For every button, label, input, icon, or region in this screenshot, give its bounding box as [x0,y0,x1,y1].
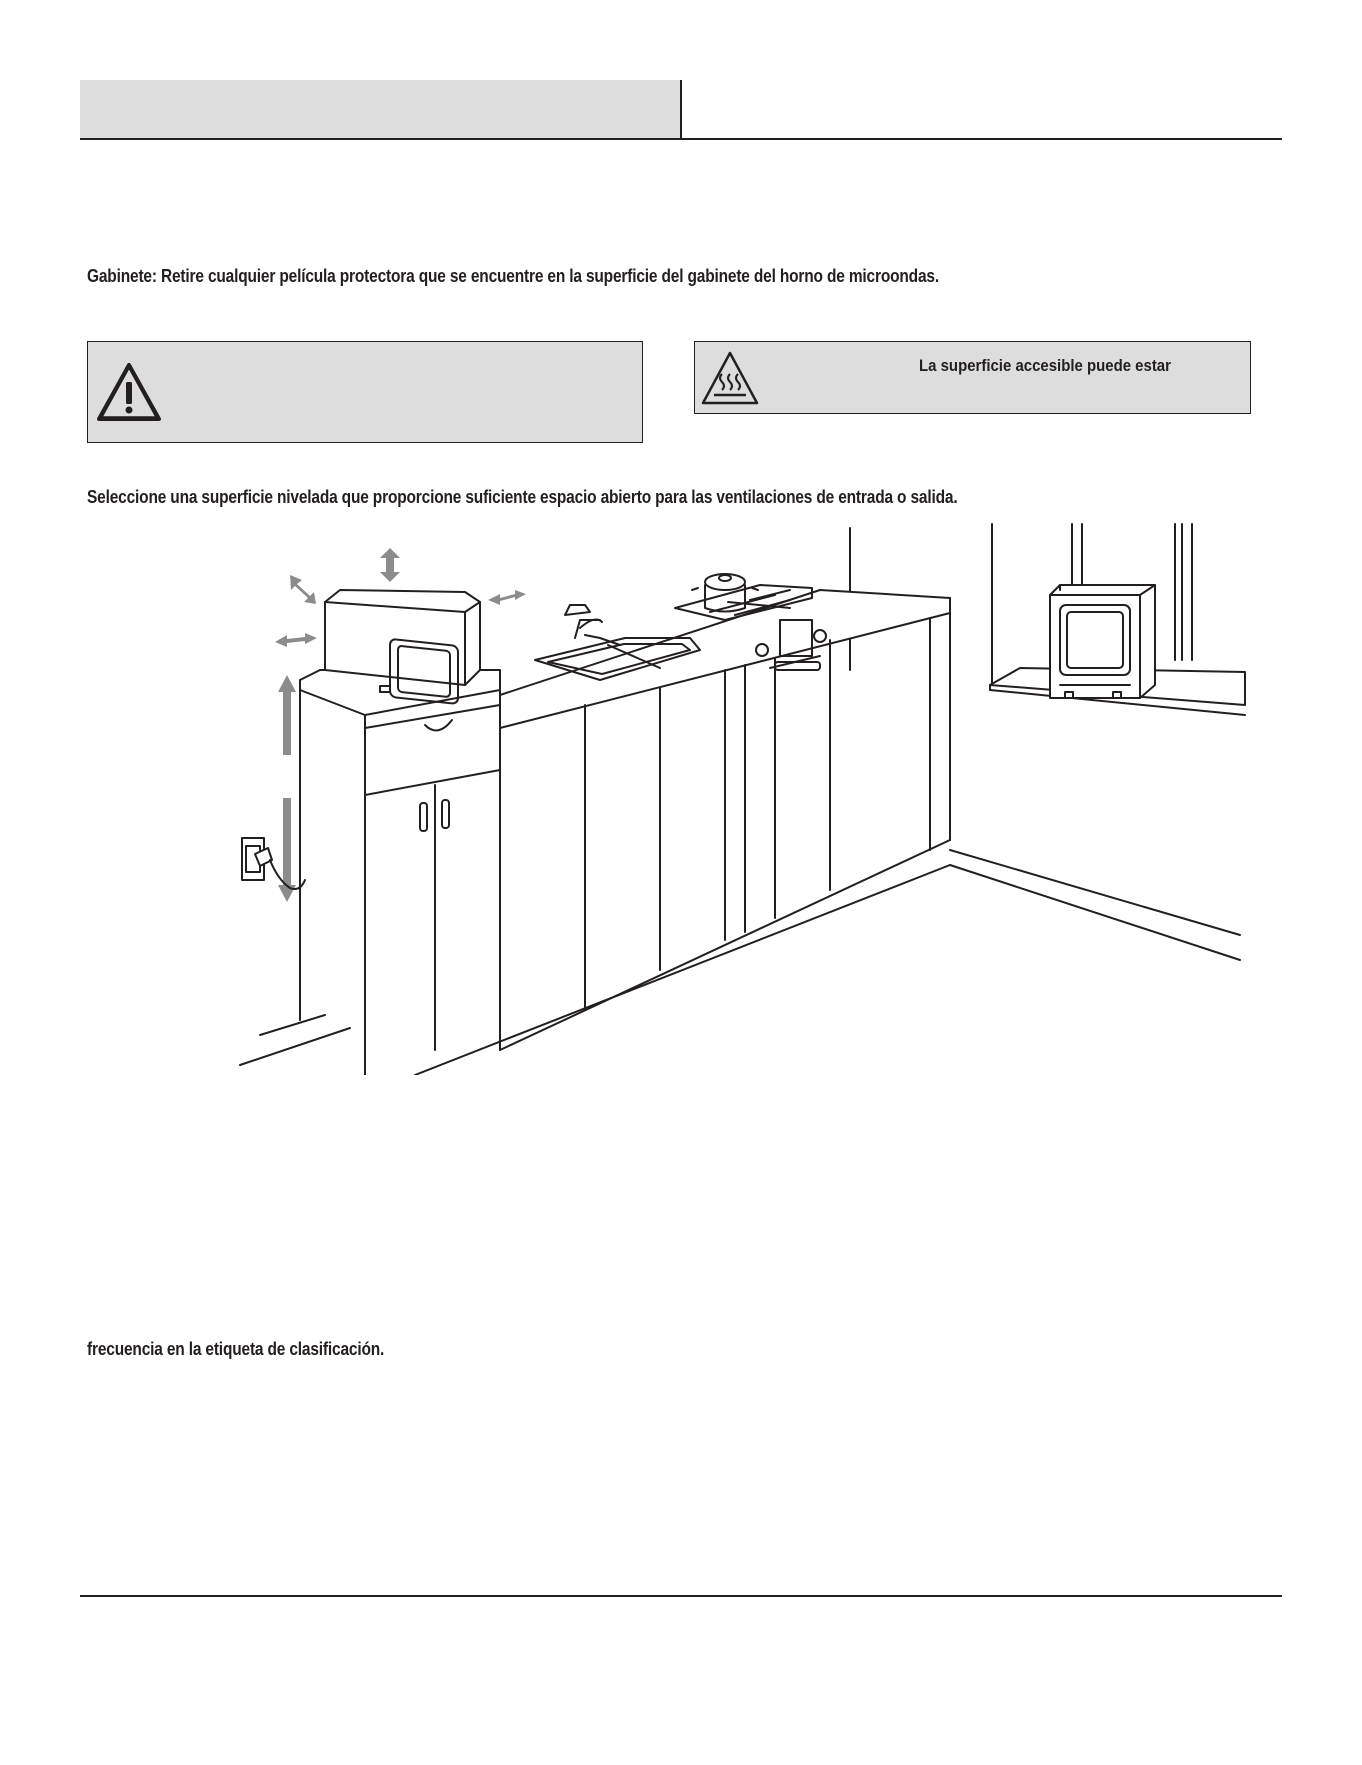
side-cabinet [300,670,500,1075]
hot-surface-box [694,341,1251,414]
header-divider [680,80,682,140]
cabinet-instruction: Gabinete: Retire cualquier película protectora que se encuentre en la superficie del gabinete del horno de microondas. [87,266,939,286]
warning-triangle-icon [96,362,162,422]
header-rule [80,138,1282,140]
wall-outlet [242,838,305,889]
counter [500,590,950,1050]
surface-instruction: Seleccione una superficie nivelada que proporcione suficiente espacio abierto para las ventilaciones de entrada o salida. [87,487,958,507]
section-header-band [80,80,680,138]
kitchen-illustration [230,520,1250,1075]
hot-surface-icon [700,350,760,406]
warning-box [87,341,643,443]
hot-surface-text: La superficie accesible puede estar [919,356,1171,375]
frequency-instruction: frecuencia en la etiqueta de clasificación. [87,1339,385,1359]
window-scene [990,524,1245,715]
footer-rule [80,1595,1282,1597]
